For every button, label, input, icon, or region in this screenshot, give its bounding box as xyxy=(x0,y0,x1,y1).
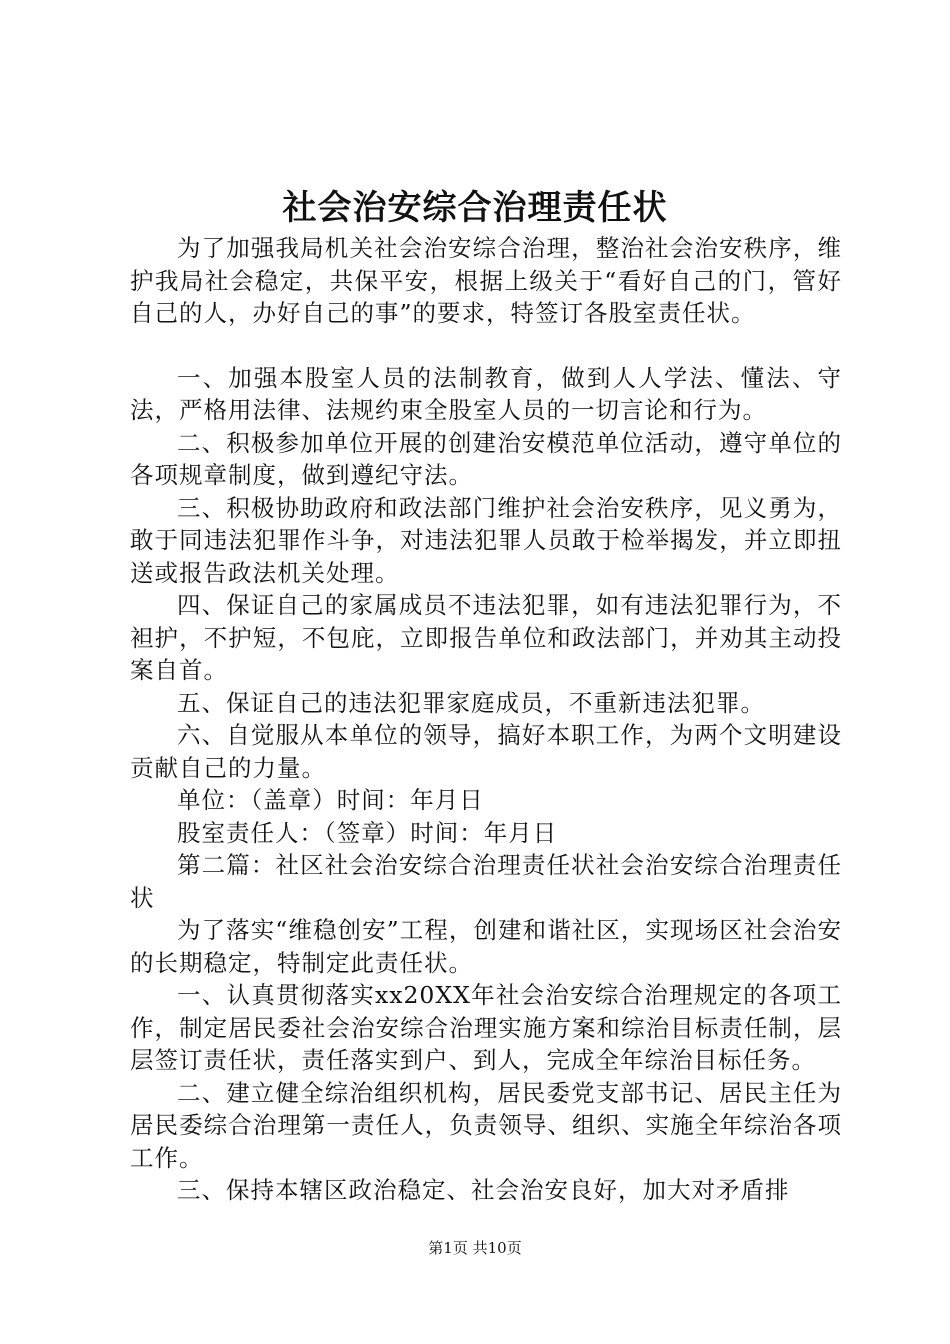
clause-paragraph: 五、保证自己的违法犯罪家庭成员，不重新违法犯罪。 xyxy=(177,688,765,717)
section-heading: 第二篇：社区社会治安综合治理责任状社会治安综合治理责任状 xyxy=(130,851,842,912)
signature-line-unit: 单位：（盖章）时间：年月日 xyxy=(177,786,484,814)
clause-paragraph: 六、自觉服从本单位的领导，搞好本职工作，为两个文明建设贡献自己的力量。 xyxy=(130,721,842,782)
signature-line-person: 股室责任人：（签章）时间：年月日 xyxy=(177,818,558,847)
document-title: 社会治安综合治理责任状 xyxy=(282,188,668,228)
clause-paragraph: 一、加强本股室人员的法制教育，做到人人学法、懂法、守法，严格用法律、法规约束全股室人员的一切言论和行为。 xyxy=(130,363,842,424)
clause-paragraph: 二、积极参加单位开展的创建治安模范单位活动，遵守单位的各项规章制度，做到遵纪守法。 xyxy=(130,428,842,489)
clause-paragraph: 三、积极协助政府和政法部门维护社会治安秩序，见义勇为，敢于同违法犯罪作斗争，对违法犯罪人员敢于检举揭发，并立即扭送或报告政法机关处理。 xyxy=(130,493,842,587)
section-intro-paragraph: 为了落实“维稳创安”工程，创建和谐社区，实现场区社会治安的长期稳定，特制定此责任状。 xyxy=(130,916,842,977)
page-number-footer: 第1页 共10页 xyxy=(428,1239,522,1257)
intro-paragraph: 为了加强我局机关社会治安综合治理，整治社会治安秩序，维护我局社会稳定，共保平安，根据上级关于“看好自己的门，管好自己的人，办好自己的事”的要求，特签订各股室责任状。 xyxy=(130,234,842,327)
clause-paragraph: 一、认真贯彻落实xx20XX年社会治安综合治理规定的各项工作，制定居民委社会治安综合治理实施方案和综治目标责任制，层层签订责任状，责任落实到户、到人，完成全年综治目标任务。 xyxy=(130,981,842,1074)
clause-paragraph: 三、保持本辖区政治稳定、社会治安良好，加大对矛盾排 xyxy=(177,1176,790,1204)
clause-paragraph: 四、保证自己的家属成员不违法犯罪，如有违法犯罪行为，不袒护，不护短，不包庇，立即报告单位和政法部门，并劝其主动投案自首。 xyxy=(130,591,842,684)
clause-paragraph: 二、建立健全综治组织机构，居民委党支部书记、居民主任为居民委综合治理第一责任人，负责领导、组织、实施全年综治各项工作。 xyxy=(130,1078,842,1172)
document-body xyxy=(130,232,842,1207)
